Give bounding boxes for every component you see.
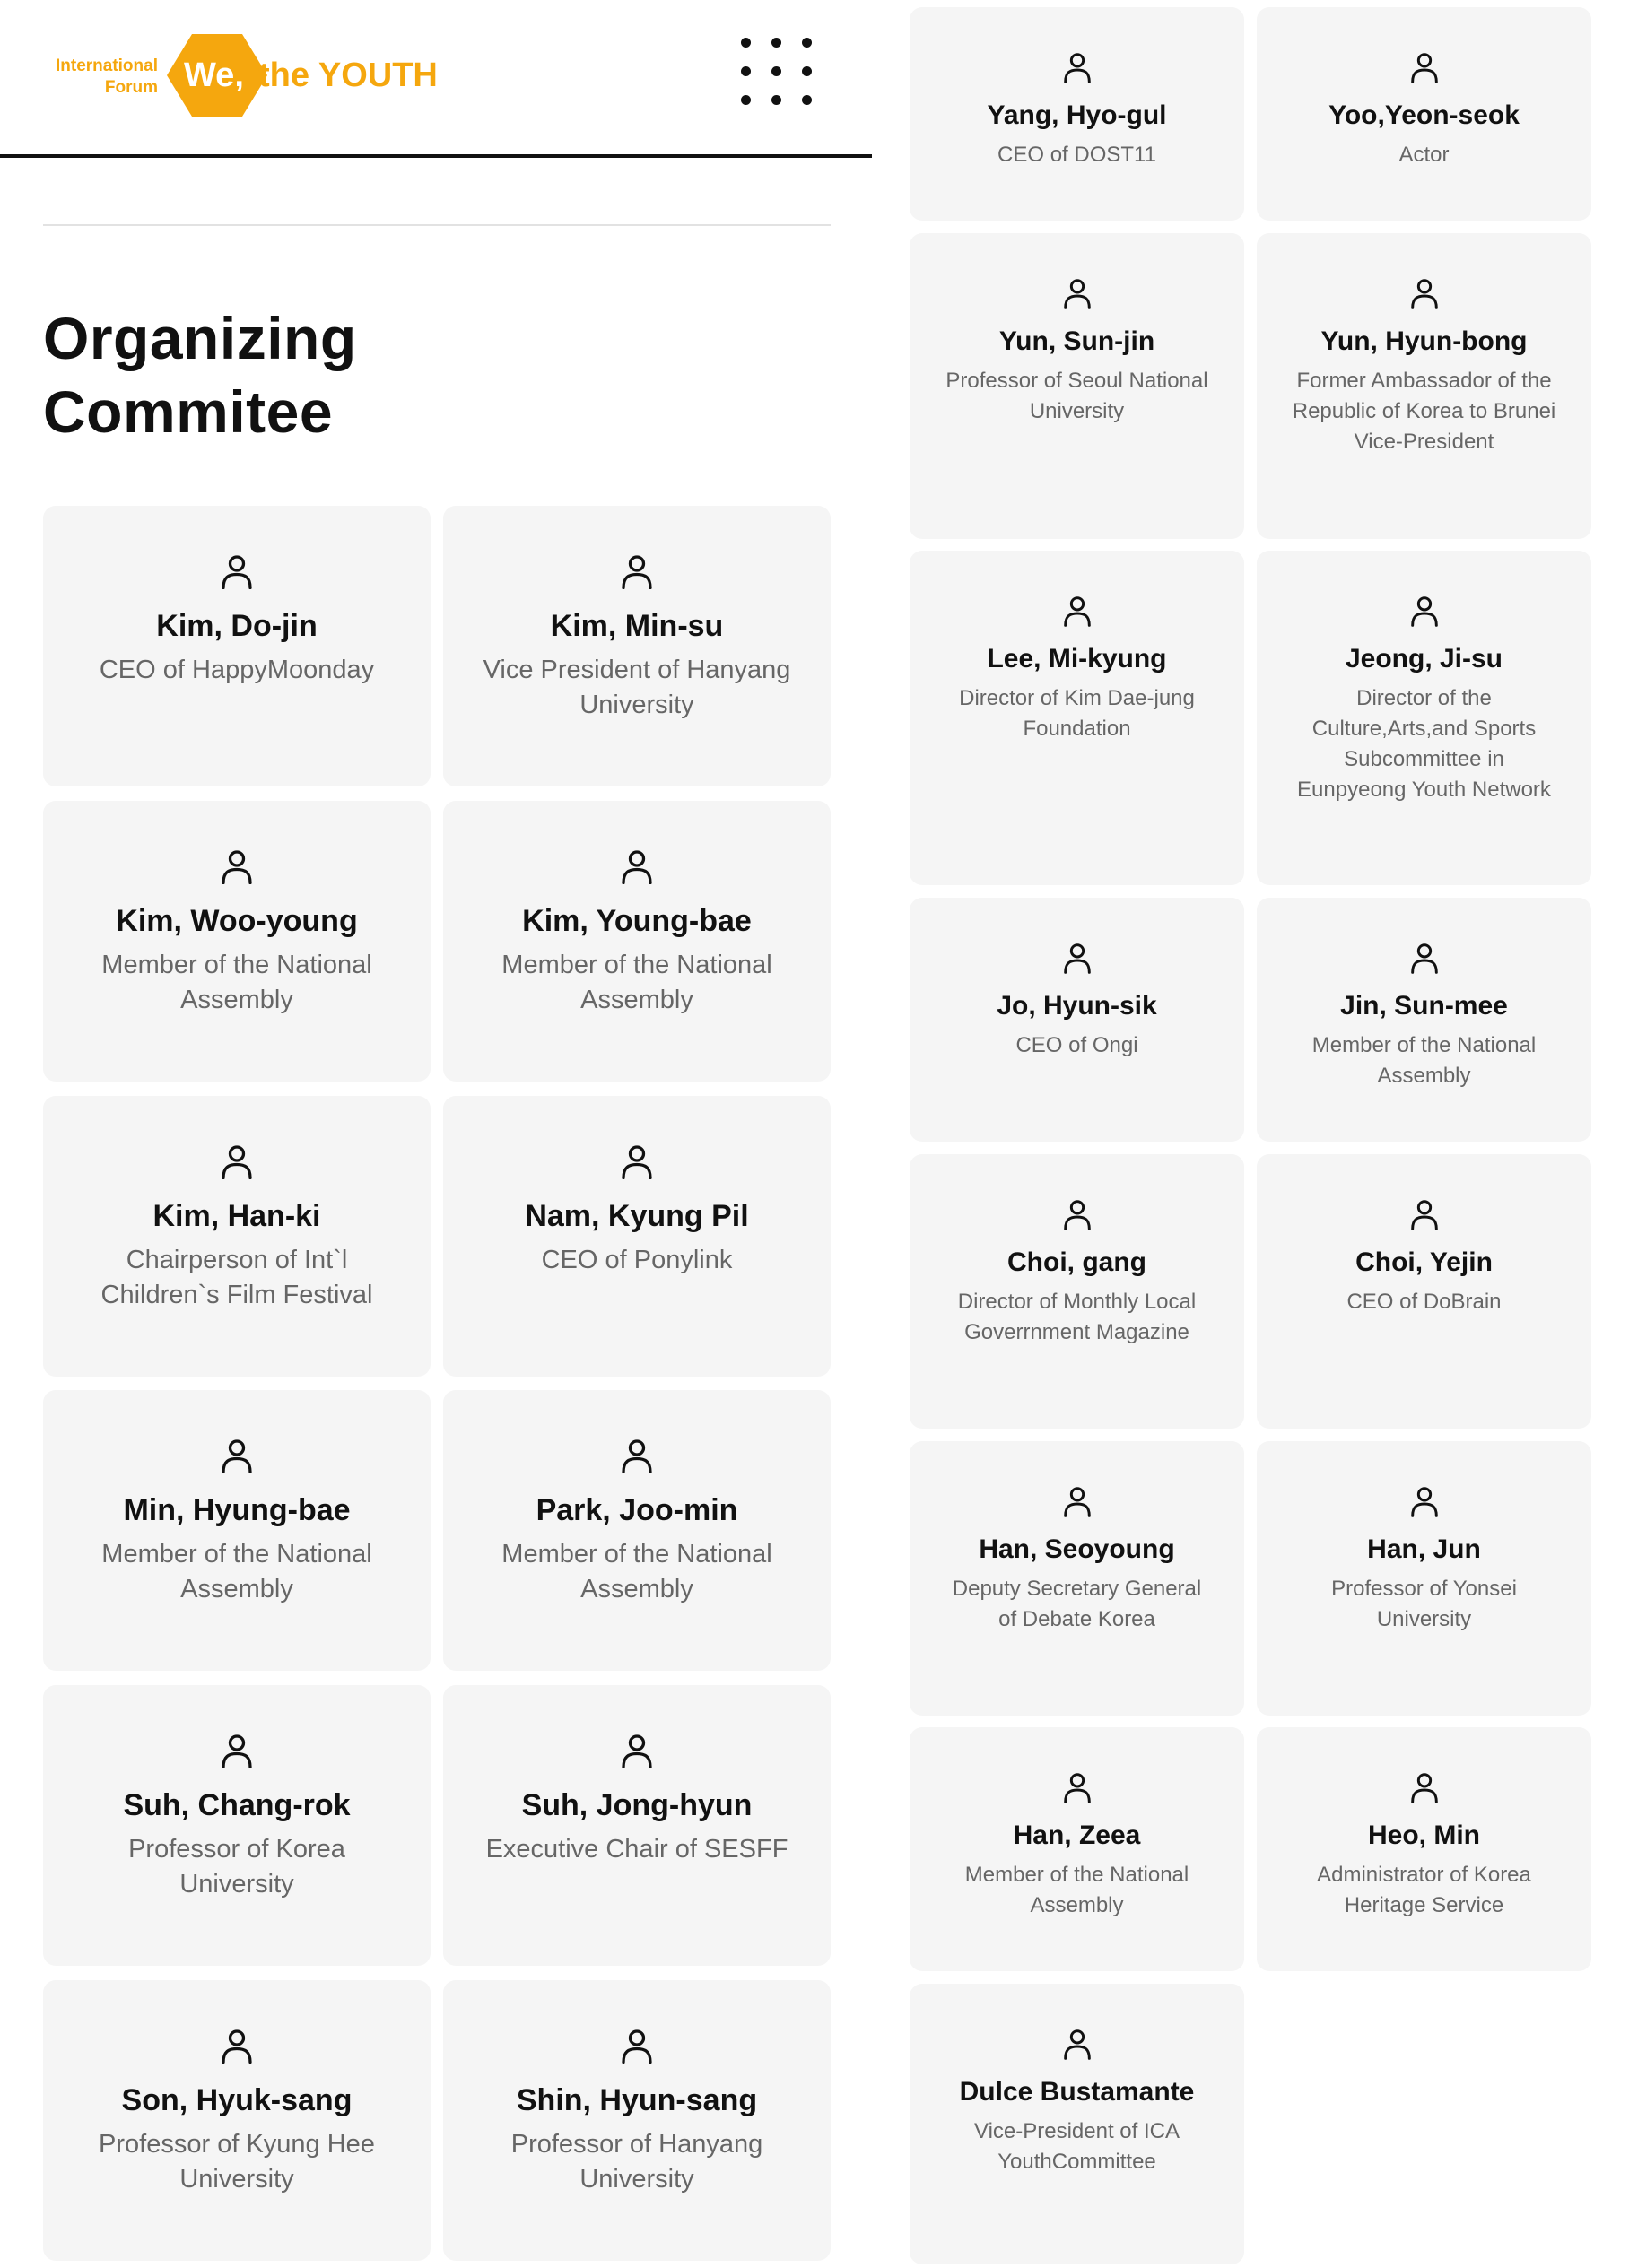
member-name: Kim, Min-su [550,609,724,643]
member-card[interactable] [910,551,1244,885]
section-divider [43,224,831,226]
member-card[interactable] [443,801,831,1082]
person-icon [1410,1772,1439,1804]
person-icon [1063,1772,1092,1804]
member-card[interactable] [1257,1154,1591,1429]
member-name: Park, Joo-min [536,1493,738,1527]
member-name: Shin, Hyun-sang [516,2083,758,2117]
member-role: Vice-President of ICA YouthCommittee [974,2119,1180,2174]
logo-line-1: International [55,56,158,75]
person-icon [221,1734,253,1769]
member-name: Lee, Mi-kyung [987,644,1167,673]
member-role: CEO of HappyMoonday [99,656,375,684]
person-icon [621,849,653,885]
member-card[interactable] [443,1096,831,1377]
member-name: Han, Zeea [1013,1820,1141,1850]
member-name: Yun, Sun-jin [998,326,1155,356]
member-name: Choi, gang [1007,1247,1146,1277]
member-role: CEO of Ponylink [541,1246,733,1274]
member-card[interactable] [1257,233,1591,539]
person-icon [1410,278,1439,310]
member-role: Professor of Korea University [128,1835,345,1899]
logo-youth-text[interactable]: the YOUTH [258,56,438,94]
member-card[interactable] [443,1980,831,2261]
member-name: Jeong, Ji-su [1345,644,1503,673]
member-role: Professor of Kyung Hee University [99,2130,375,2194]
member-role: Professor of Seoul National University [945,369,1208,423]
person-icon [1063,943,1092,975]
member-name: Kim, Han-ki [152,1199,321,1233]
member-card[interactable] [43,1390,431,1671]
person-icon [221,1438,253,1474]
member-card[interactable] [43,801,431,1082]
member-role: Administrator of Korea Heritage Service [1317,1863,1531,1917]
member-role: Vice President of Hanyang University [483,656,791,719]
member-name: Heo, Min [1368,1820,1480,1850]
member-card[interactable] [43,1096,431,1377]
person-icon [621,2029,653,2064]
member-role: Director of the Culture,Arts,and Sports Subcommittee in Eunpyeong Youth Network [1297,686,1551,802]
person-icon [1410,595,1439,628]
member-role: Professor of Yonsei University [1331,1577,1517,1631]
member-role: Actor [1398,143,1450,167]
page-title: Organizing Commitee [43,305,357,445]
person-icon [1063,1199,1092,1231]
member-name: Suh, Chang-rok [123,1788,351,1822]
person-icon [621,1734,653,1769]
member-role: Member of the National Assembly [1311,1033,1537,1088]
member-name: Son, Hyuk-sang [121,2083,353,2117]
member-card[interactable] [910,233,1244,539]
person-icon [621,1144,653,1180]
person-icon [1063,52,1092,84]
member-role: Member of the National Assembly [501,1540,772,1603]
member-role: Member of the National Assembly [964,1863,1189,1917]
person-icon [221,2029,253,2064]
member-name: Kim, Young-bae [522,904,752,938]
logo-we-text[interactable]: We, [184,56,244,94]
member-name: Han, Jun [1367,1534,1481,1564]
member-card[interactable] [443,506,831,786]
member-name: Kim, Woo-young [116,904,358,938]
person-icon [621,1438,653,1474]
grid-menu-button[interactable] [741,38,813,109]
member-role: Member of the National Assembly [101,1540,372,1603]
logo-line-2: Forum [104,78,158,97]
member-card[interactable] [443,1390,831,1671]
member-card[interactable] [910,1154,1244,1429]
person-icon [621,554,653,590]
person-icon [1410,1199,1439,1231]
person-icon [221,554,253,590]
member-name: Yang, Hyo-gul [987,100,1167,130]
member-role: Member of the National Assembly [101,951,372,1014]
person-icon [1063,278,1092,310]
member-card[interactable] [1257,1727,1591,1971]
member-name: Nam, Kyung Pil [525,1199,749,1233]
member-card[interactable] [910,7,1244,221]
member-role: Professor of Hanyang University [510,2130,763,2194]
member-card[interactable] [1257,551,1591,885]
person-icon [221,1144,253,1180]
member-name: Han, Seoyoung [979,1534,1175,1564]
person-icon [1063,1486,1092,1518]
member-name: Dulce Bustamante [959,2077,1195,2107]
person-icon [1410,52,1439,84]
member-role: Chairperson of Int`l Children`s Film Festival [100,1246,373,1309]
logo-subtitle[interactable] [41,56,158,99]
member-name: Choi, Yejin [1355,1247,1493,1277]
member-role: CEO of DOST11 [997,143,1156,167]
member-role: Member of the National Assembly [501,951,772,1014]
person-icon [1063,595,1092,628]
person-icon [1410,1486,1439,1518]
person-icon [221,849,253,885]
member-card[interactable] [910,1441,1244,1716]
member-role: CEO of DoBrain [1346,1290,1502,1314]
member-card[interactable] [1257,1441,1591,1716]
member-role: Deputy Secretary General of Debate Korea [952,1577,1202,1631]
member-name: Kim, Do-jin [156,609,318,643]
member-card[interactable] [1257,7,1591,221]
member-role: CEO of Ongi [1015,1033,1138,1057]
member-card[interactable] [443,1685,831,1966]
member-role: Former Ambassador of the Republic of Korea to Brunei Vice-President [1292,369,1556,454]
member-name: Yun, Hyun-bong [1320,326,1528,356]
person-icon [1410,943,1439,975]
member-card[interactable] [910,1727,1244,1971]
member-name: Suh, Jong-hyun [521,1788,753,1822]
member-card[interactable] [43,1685,431,1966]
member-name: Jo, Hyun-sik [997,991,1157,1021]
member-card[interactable] [43,1980,431,2261]
member-role: Director of Kim Dae-jung Foundation [959,686,1195,741]
member-card[interactable] [1257,898,1591,1142]
member-card[interactable] [43,506,431,786]
member-name: Yoo,Yeon-seok [1328,100,1520,130]
member-role: Director of Monthly Local Goverrnment Magazine [957,1290,1197,1344]
member-name: Jin, Sun-mee [1340,991,1508,1021]
site-header [0,0,872,158]
person-icon [1063,2029,1092,2061]
member-name: Min, Hyung-bae [123,1493,351,1527]
member-card[interactable] [910,1984,1244,2264]
member-role: Executive Chair of SESFF [485,1835,788,1864]
member-card[interactable] [910,898,1244,1142]
